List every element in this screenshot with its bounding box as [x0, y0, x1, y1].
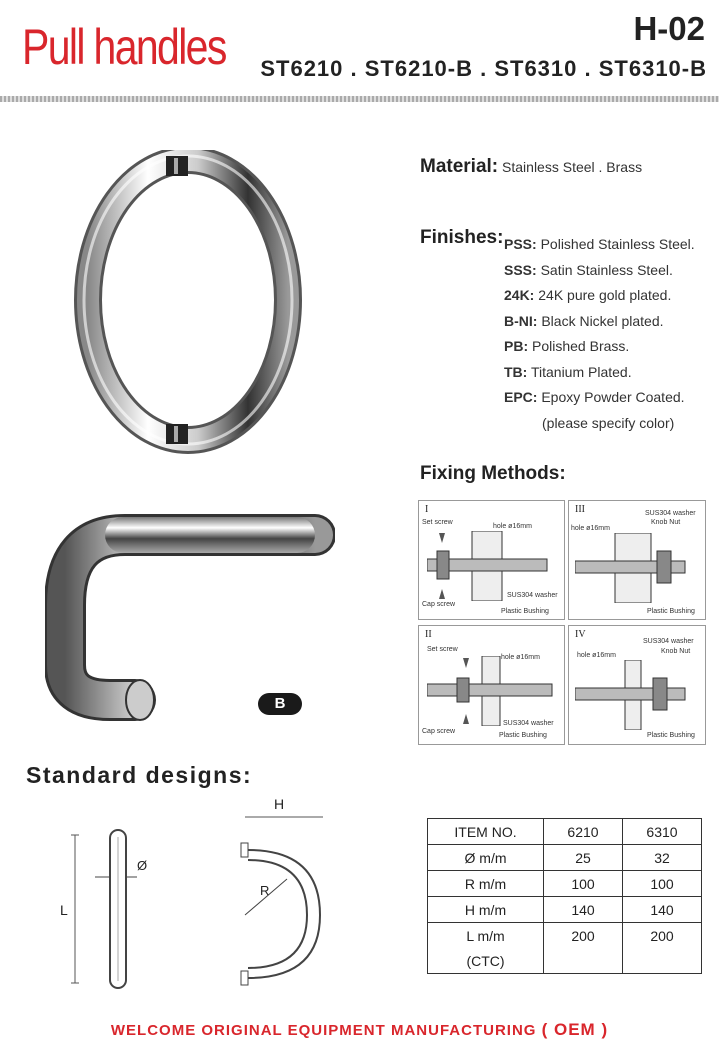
table-cell: (CTC): [428, 948, 544, 974]
table-cell: 100: [623, 871, 702, 897]
table-row: [428, 845, 702, 871]
header-divider: [0, 96, 719, 102]
table-row: [428, 948, 702, 974]
table-cell: Ø m/m: [428, 845, 544, 871]
material-line: [420, 156, 642, 178]
page-title: Pull handles: [22, 19, 226, 75]
diameter-dim-label: Ø: [137, 858, 148, 873]
table-cell: [623, 948, 702, 974]
finish-item: PB: Polished Brass.: [504, 338, 630, 354]
model-numbers: ST6210 . ST6210-B . ST6310 . ST6310-B: [260, 56, 707, 81]
spec-table: [427, 818, 702, 974]
standard-design-drawings: [55, 795, 345, 995]
material-label: Material:: [420, 156, 499, 177]
height-dim-label: H: [274, 796, 285, 812]
length-dim-label: L: [60, 902, 68, 918]
finish-item: EPC: Epoxy Powder Coated.: [504, 389, 685, 405]
table-cell: [544, 948, 623, 974]
footer-text: WELCOME ORIGINAL EQUIPMENT MANUFACTURING: [110, 1022, 537, 1039]
table-cell: H m/m: [428, 897, 544, 923]
table-cell: R m/m: [428, 871, 544, 897]
table-cell: 140: [623, 897, 702, 923]
fixing-panel-3: III SUS304 washer hole ø16mm Knob Nut Plastic Bushing: [568, 500, 706, 620]
finish-note: (please specify color): [542, 414, 675, 431]
table-cell: 200: [623, 923, 702, 949]
finishes-list: [504, 232, 695, 436]
table-header-cell: ITEM NO.: [428, 819, 544, 845]
finish-item: PSS: Polished Stainless Steel.: [504, 236, 695, 252]
fixing-panel-4: IV SUS304 washer hole ø16mm Knob Nut Plastic Bushing: [568, 625, 706, 745]
table-row: [428, 923, 702, 949]
ring-handle-image: [70, 150, 310, 470]
table-cell: 200: [544, 923, 623, 949]
table-row: [428, 897, 702, 923]
table-header-row: [428, 819, 702, 845]
finish-item: SSS: Satin Stainless Steel.: [504, 261, 673, 278]
fixing-panel-1: I Set screw hole ø16mm SUS304 washer Cap screw Plastic Bushing: [418, 500, 565, 620]
material-value: Stainless Steel . Brass: [502, 159, 643, 175]
footer-oem: ( OEM ): [541, 1020, 609, 1039]
table-cell: 32: [623, 845, 702, 871]
table-cell: 25: [544, 845, 623, 871]
finishes-label: Finishes:: [420, 227, 504, 248]
fixing-panel-2: II Set screw hole ø16mm Cap screw SUS304 washer Plastic Bushing: [418, 625, 565, 745]
table-header-cell: 6310: [623, 819, 702, 845]
standard-designs-title: Standard designs:: [26, 762, 253, 788]
table-cell: 140: [544, 897, 623, 923]
finish-item: 24K: 24K pure gold plated.: [504, 287, 672, 303]
product-code: H-02: [633, 10, 705, 47]
finish-item: B-NI: Black Nickel plated.: [504, 312, 664, 329]
footer-banner: [0, 1020, 719, 1040]
finish-item: TB: Titanium Plated.: [504, 363, 632, 380]
table-row: [428, 871, 702, 897]
variant-b-badge: B: [258, 693, 302, 715]
table-cell: 100: [544, 871, 623, 897]
fixing-methods-title: Fixing Methods:: [420, 463, 566, 484]
radius-dim-label: R: [260, 883, 270, 898]
finishes-section: [420, 227, 503, 249]
table-header-cell: 6210: [544, 819, 623, 845]
table-cell: L m/m: [428, 923, 544, 949]
